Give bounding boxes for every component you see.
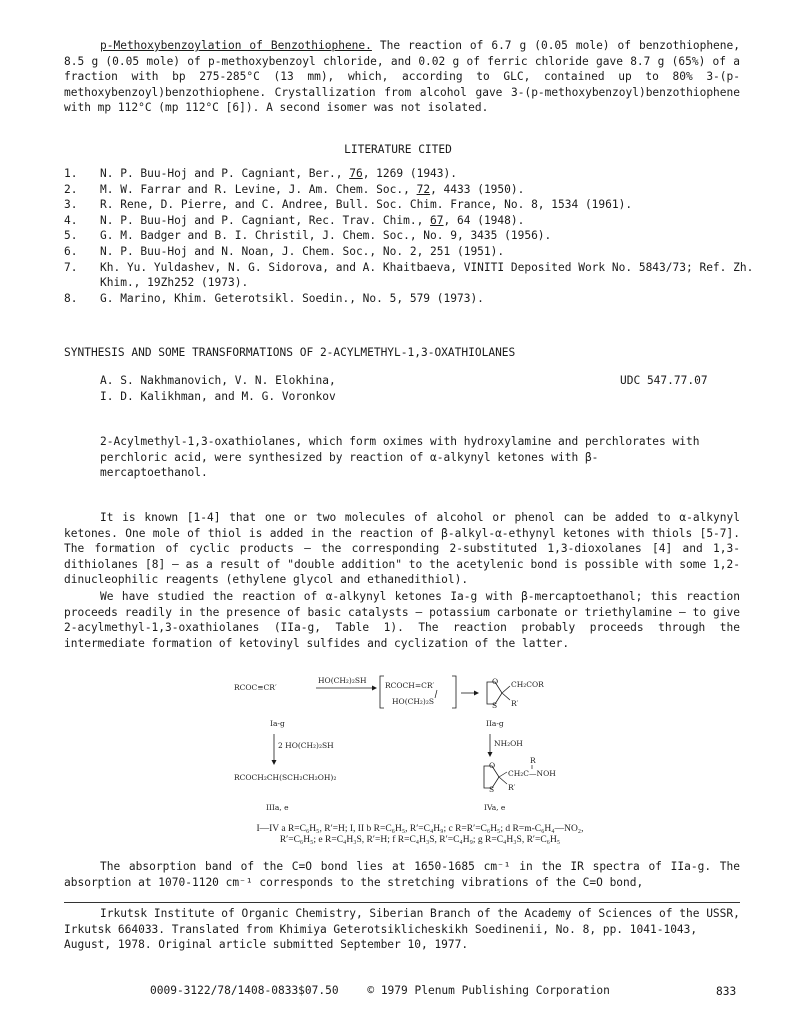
reference-item — [64, 228, 754, 244]
reference-number: 1. — [64, 167, 78, 180]
reference-volume: 67 — [430, 213, 444, 227]
udc-code: UDC 547.77.07 — [620, 374, 708, 387]
prev-section-title: p-Methoxybenzoylation of Benzothiophene. — [100, 39, 372, 52]
reference-number: 6. — [64, 244, 78, 258]
reagent-label: 2 HO(CH₂)₂SH — [278, 741, 334, 750]
body-paragraph: It is known [1-4] that one or two molecules of alcohol or phenol can be added to α-alkynyl ketones. One mole of thiol is added in the reaction of β-alkyl-α-ethynyl ketones with thiols [5-7]. The formation of cyclic products — the corresponding 2-substituted 1,3-dioxolanes [4] and 1,3-dithiolanes [8] — as a result of "double addition" to the acetylenic bond is possible with some 1,2-dinucleophilic reagents (ethylene glycol and ethanedithiol). — [64, 511, 740, 587]
substituent-label: R′ — [511, 699, 519, 708]
compound-label: IIIa, e — [266, 803, 289, 812]
reference-citation: G. Marino, Khim. Geterotsikl. Soedin., No. 5, 579 (1973). — [100, 291, 484, 305]
reference-pages: , 1269 (1943). — [362, 167, 457, 180]
reaction-arrowhead — [474, 691, 479, 696]
page-footer — [150, 983, 750, 999]
reference-text — [100, 166, 754, 182]
scheme-caption — [170, 824, 670, 846]
reagent-label: HO(CH₂)₂SH — [318, 676, 367, 685]
reference-citation: G. M. Badger and B. I. Christil, J. Chem. Soc., No. 9, 3435 (1956). — [100, 229, 552, 243]
ring-oxygen: O — [489, 761, 496, 770]
substituent-label: R′ — [508, 783, 516, 792]
reference-text — [100, 228, 754, 244]
article-code: 0009-3122/78/1408-0833$07.50 — [150, 984, 339, 997]
reference-number: 2. — [64, 182, 78, 196]
bond-line — [499, 772, 507, 777]
reference-citation: N. P. Buu-Hoj and P. Cagniant, Rec. Trav. Chim., — [100, 213, 431, 227]
body-paragraph: The absorption band of the C=O bond lies at 1650-1685 cm⁻¹ in the IR spectra of IIa-g. The absorption at 1070-1120 cm⁻¹ corresponds to the stretching vibrations of the C=O bond, — [64, 860, 740, 889]
compound-label: IVa, e — [484, 803, 506, 812]
ring-oxygen: O — [492, 677, 499, 686]
author-line: A. S. Nakhmanovich, V. N. Elokhina, — [100, 374, 336, 387]
compound-label: IIa-g — [486, 719, 504, 728]
reactant-formula: RCOC≡CR′ — [234, 683, 277, 692]
reference-item — [64, 291, 754, 307]
ring-sulfur: S — [489, 785, 495, 794]
author-line: I. D. Kalikhman, and M. G. Voronkov — [100, 389, 336, 403]
reference-text — [100, 197, 754, 213]
abstract: 2-Acylmethyl-1,3-oxathiolanes, which form oximes with hydroxylamine and perchlorates with perchloric acid, were synthesized by reaction of α-alkynyl ketones with β-mercaptoethanol. — [100, 435, 700, 480]
affiliation-footnote: Irkutsk Institute of Organic Chemistry, Siberian Branch of the Academy of Sciences of the USSR, Irkutsk 664033. Translated from Khimiya Geterotsiklicheskikh Soedinenii, No. 8, pp. 1041-1043, August, 1978. Original article submitted September 10, 1977. — [64, 907, 740, 952]
bond-line — [435, 690, 437, 698]
reaction-scheme — [230, 674, 630, 819]
intermediate-formula: RCOCH=CR′ — [385, 681, 435, 690]
reference-volume: 76 — [349, 167, 363, 180]
reaction-arrowhead — [488, 752, 493, 757]
reference-item — [64, 182, 754, 198]
reference-number: 4. — [64, 213, 78, 227]
reference-item — [64, 260, 754, 291]
reference-pages: , 4433 (1950). — [430, 182, 525, 196]
reference-number: 5. — [64, 229, 78, 243]
reference-citation: N. P. Buu-Hoj and P. Cagniant, Ber., — [100, 167, 350, 180]
reference-number: 3. — [64, 198, 78, 212]
reference-citation: M. W. Farrar and R. Levine, J. Am. Chem. Soc., — [100, 182, 417, 196]
reference-text — [100, 260, 754, 291]
reference-text — [100, 244, 754, 260]
reaction-arrowhead — [372, 686, 377, 691]
substituent-label: CH₂COR — [511, 680, 544, 689]
reference-item — [64, 197, 754, 213]
reference-number: 7. — [64, 260, 78, 274]
reference-citation: R. Rene, D. Pierre, and C. Andree, Bull. Soc. Chim. France, No. 8, 1534 (1961). — [100, 198, 633, 212]
oxime-r-label: R — [530, 756, 536, 765]
page-number: 833 — [716, 985, 737, 998]
prev-section-paragraph — [64, 38, 740, 116]
bond-line — [502, 693, 510, 700]
literature-heading: LITERATURE CITED — [344, 143, 452, 156]
reference-text — [100, 213, 754, 229]
prev-section-body: The reaction of 6.7 g (0.05 mole) of benzothiophene, 8.5 g (0.05 mole) of p-methoxybenzoyl chloride, and 0.02 g of ferric chloride gave 8.7 g (65%) of a fraction with bp 275-285°C (13 mm), which, according to GLC, contained up to 80% 3-(p-methoxybenzoyl)benzothiophene. Crystallization from alcohol gave 3-(p-methoxybenzoyl)benzothiophene with mp 112°C (mp 112°C [6]). A second isomer was not isolated. — [64, 39, 740, 115]
reference-citation: N. P. Buu-Hoj and N. Noan, J. Chem. Soc., No. 2, 251 (1951). — [100, 244, 505, 258]
oxime-group: CH₂C—NOH — [508, 769, 556, 778]
bracket-left — [380, 676, 384, 708]
bracket-right — [452, 676, 456, 708]
reference-item — [64, 166, 754, 182]
reference-item — [64, 213, 754, 229]
caption-line: I—IV a R=C₆H₅, R′=H; I, II b R=C₆H₅, R′=C₄H₉; c R=R′=C₆H₅; d R=m-C₆H₄—NO₂, — [256, 824, 584, 834]
reference-text — [100, 291, 754, 307]
copyright-notice: © 1979 Plenum Publishing Corporation — [367, 984, 610, 997]
reference-item — [64, 244, 754, 260]
reference-volume: 72 — [416, 182, 431, 196]
author-list — [100, 373, 336, 404]
intermediate-formula: HO(CH₂)₂S — [392, 697, 434, 706]
ring-sulfur: S — [492, 701, 498, 710]
bond-line — [502, 686, 510, 693]
reference-text — [100, 182, 754, 198]
article-title: SYNTHESIS AND SOME TRANSFORMATIONS OF 2-ACYLMETHYL-1,3-OXATHIOLANES — [64, 346, 516, 359]
reference-number: 8. — [64, 291, 78, 305]
reference-pages: , 64 (1948). — [443, 213, 525, 227]
footnote-divider — [64, 902, 740, 903]
body-paragraph: We have studied the reaction of α-alkynyl ketones Ia-g with β-mercaptoethanol; this reaction proceeds readily in the presence of basic catalysts — potassium carbonate or triethylamine — to give 2-acylmethyl-1,3-oxathiolanes (IIa-g, Table 1). The reaction probably proceeds through the intermediate formation of ketovinyl sulfides and cyclization of the latter. — [64, 590, 740, 650]
bond-line — [499, 777, 507, 784]
compound-label: Ia-g — [270, 719, 285, 728]
reference-list — [64, 166, 754, 306]
compound-formula: RCOCH₂CH(SCH₂CH₂OH)₂ — [234, 773, 337, 782]
caption-line: R′=C₆H₅; e R=C₄H₃S, R′=H; f R=C₄H₃S, R′=C₄H₉; g R=C₄H₃S, R′=C₆H₅ — [279, 835, 561, 845]
reference-citation: Kh. Yu. Yuldashev, N. G. Sidorova, and A. Khaitbaeva, VINITI Deposited Work No. 5843/73; Ref. Zh. Khim., 19Zh252 (1973). — [100, 260, 754, 290]
reagent-label: NH₂OH — [494, 739, 523, 748]
reaction-arrowhead — [272, 760, 277, 765]
